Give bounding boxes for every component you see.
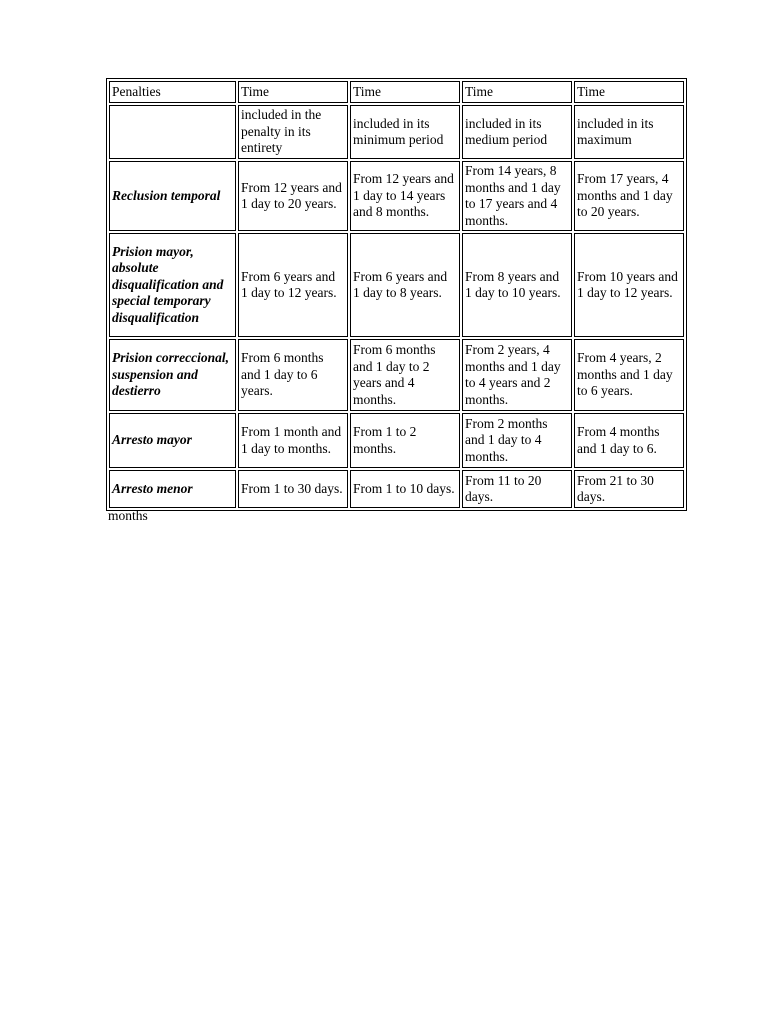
medium-cell: From 11 to 20 days. — [462, 470, 572, 508]
penalties-table — [106, 78, 687, 511]
minimum-cell: From 6 years and 1 day to 8 years. — [350, 233, 460, 337]
entirety-cell: From 1 to 30 days. — [238, 470, 348, 508]
maximum-cell: From 4 months and 1 day to 6. — [574, 413, 684, 468]
subheader-cell-empty — [109, 105, 236, 159]
medium-cell: From 8 years and 1 day to 10 years. — [462, 233, 572, 337]
table-row — [109, 161, 684, 231]
subheader-cell-entirety: included in the penalty in its entirety — [238, 105, 348, 159]
subheader-cell-medium: included in its medium period — [462, 105, 572, 159]
minimum-cell: From 1 to 2 months. — [350, 413, 460, 468]
entirety-cell: From 6 years and 1 day to 12 years. — [238, 233, 348, 337]
medium-cell: From 2 years, 4 months and 1 day to 4 years and 2 months. — [462, 339, 572, 411]
minimum-cell: From 1 to 10 days. — [350, 470, 460, 508]
table-row — [109, 233, 684, 337]
penalty-name-cell: Arresto mayor — [109, 413, 236, 468]
header-cell-time: Time — [350, 81, 460, 103]
penalty-name-cell: Prision correccional, suspension and destierro — [109, 339, 236, 411]
table-row — [109, 470, 684, 508]
entirety-cell: From 6 months and 1 day to 6 years. — [238, 339, 348, 411]
table-header-row — [109, 81, 684, 103]
header-cell-time: Time — [462, 81, 572, 103]
penalty-name-cell: Reclusion temporal — [109, 161, 236, 231]
penalty-name-cell: Arresto menor — [109, 470, 236, 508]
minimum-cell: From 6 months and 1 day to 2 years and 4 months. — [350, 339, 460, 411]
table-row — [109, 339, 684, 411]
maximum-cell: From 21 to 30 days. — [574, 470, 684, 508]
entirety-cell: From 1 month and 1 day to months. — [238, 413, 348, 468]
penalties-table-container — [106, 78, 687, 511]
medium-cell: From 2 months and 1 day to 4 months. — [462, 413, 572, 468]
penalty-name-cell: Prision mayor, absolute disqualification and special temporary disqualification — [109, 233, 236, 337]
subheader-cell-minimum: included in its minimum period — [350, 105, 460, 159]
header-cell-penalties: Penalties — [109, 81, 236, 103]
table-row — [109, 413, 684, 468]
maximum-cell: From 17 years, 4 months and 1 day to 20 years. — [574, 161, 684, 231]
maximum-cell: From 4 years, 2 months and 1 day to 6 years. — [574, 339, 684, 411]
entirety-cell: From 12 years and 1 day to 20 years. — [238, 161, 348, 231]
minimum-cell: From 12 years and 1 day to 14 years and 8 months. — [350, 161, 460, 231]
header-cell-time: Time — [238, 81, 348, 103]
maximum-cell: From 10 years and 1 day to 12 years. — [574, 233, 684, 337]
medium-cell: From 14 years, 8 months and 1 day to 17 years and 4 months. — [462, 161, 572, 231]
header-cell-time: Time — [574, 81, 684, 103]
table-subheader-row — [109, 105, 684, 159]
trailing-text: months — [108, 508, 148, 523]
subheader-cell-maximum: included in its maximum — [574, 105, 684, 159]
